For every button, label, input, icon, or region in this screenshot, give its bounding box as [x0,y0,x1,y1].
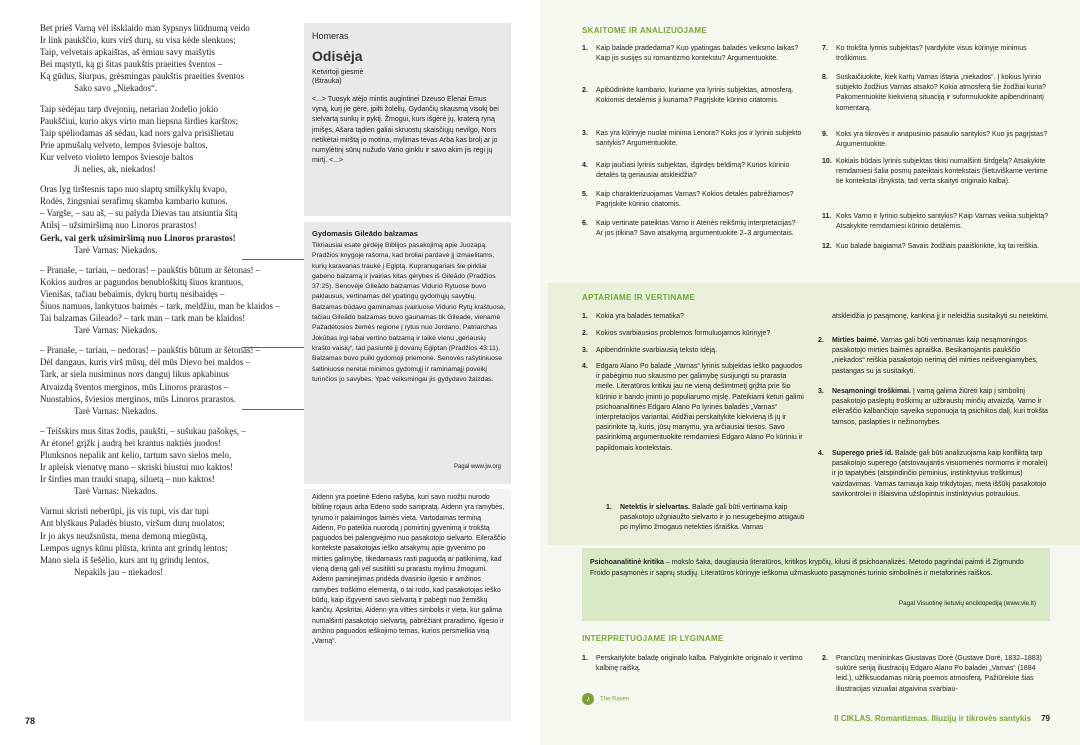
poem-line: Bei mąstyti, ką gi šitas paukštis praeities šventos – [40,59,223,70]
connector-line [242,259,306,260]
poem-line: Kur velveto violeto lempos šviesoje baltos [40,151,194,162]
question-item [582,161,804,181]
poem-line: – Pranaše, – tariau, – nedoras! – paukštis būtum ar šėtonas! – [40,345,261,356]
odyssey-box [304,23,511,216]
question-number: 3. [582,347,588,354]
question-text [582,362,804,454]
poem-line: Ar ėtone! grįžk į audrą bei krantus naktiės juodos! [40,437,221,448]
poem-line: Bet prieš Varną vėl išsklaido man šypsnys liūdnumą veido [40,23,250,33]
poem-line: Tark, ar siela nusiminus nors danguj likus apkabinus [40,369,229,380]
question-text [822,654,1050,695]
question-text [818,449,1050,500]
poem-line: Varnui skristi neberūpi, jis vis tupi, vis dar tupi [40,506,209,517]
poem-line: Ir jo akys neužsnūsta, mena demoną miegūstą, [40,530,208,541]
question-body: Kaip charakterizuojamas Varnas? Kokios detalės pabrėžiamos? Pagrįskite kūrinio citatomis. [596,191,794,209]
question-number: 1. [582,655,588,662]
question-number: 2. [818,337,824,344]
question-label: Superego prieš id. [832,450,894,457]
question-text [582,129,804,149]
poem-line: Plunksnos nepalik ant kelio, tartum savo sielos melo, [40,450,232,460]
question-text [818,387,1050,428]
question-body: Suskaičiuokite, kiek kartų Varnas ištaria „niekados“. Į kokius lyrinio subjekto žodžius Varnas atsako? Kokia atmosferą šie žodžiai kuria? Pakomentuokite kiekvieną situaciją ir suformuluokite apibendrinantį komentarą. [836,74,1046,112]
page-number-left: 78 [25,716,36,726]
poem-line: Tarė Varnas: Niekados. [74,486,158,497]
footer [834,714,1050,723]
question-body: Koks yra tikrovės ir anapusinio pasaulio santykis? Kuo jis pagrįstas? Argumentuokite. [836,131,1048,149]
question-item [822,130,1050,150]
poem-line: Nepakils jau – niekados! [74,566,164,577]
question-body: Apibendrinkite svarbiausią teksto idėją. [596,347,718,354]
poem-line: Ir link paukščio, kurs virš durų, su visa kėde slenkuos; [40,35,236,46]
poem-line: Vienišas, tačiau bebaimis, dykrų burtų nesibaidęs – [40,288,225,299]
question-item [582,362,804,454]
connector-line [242,347,306,348]
poem-line: Taip spėliodamas aš sėdau, kad nors galva prisišlietau [40,127,234,138]
question-body: Kaip vertinate pateiktas Varno ir Atėnės reikšmių interpretacijas? Ar jos įtikina? Savo atsakymą argumentuokite 2–3 argumentais. [596,220,796,238]
poem-line: Dėl dangaus, kuris virš mūsų, dėl mūs Dievo bei maldos – [40,357,250,368]
poem-line: Ji nelies, ak, niekados! [74,164,156,175]
question-number: 4. [582,162,588,169]
psy-source: Pagal Visuotinę lietuvių enciklopediją (www.vle.lt) [898,600,1036,607]
connector-line [242,409,306,410]
odyssey-text: <...> Tuosyk atėjo mintis augintinei Dzeuso Elenai Emus vyną, kurį jie gėrė, įpilti žolelių, Gydančių skausmą visokį bei sielvartą sunkų ir pyktį. Žmogui, kurs išgėrė jų, kraterą ryną įmišęs, Ašara tądien galiai skruostų skaisčiųjų nevilgo, Nors netikėtai mirštą jo motina, mylimas tėvas Arba kas brolį ar jo numylėtinį sūnų nužudo Vario ginklu ir savo akim jis regi jų mirtį. <...> [312,96,499,165]
poem-line: Kokios audros ar pagundos benubloškitų šiuos krantuos, [40,276,244,287]
poem-line: Rodės, žingsniai serafimų skamba kambario kutuos. [40,196,228,207]
question-item [822,73,1050,114]
question-text [582,312,804,322]
poem-line: Atvaizdą šventos merginos, mūs Linoros prarastos – [40,381,229,392]
raven-audio-link[interactable] [582,693,629,705]
aidenn-text: Aidenn yra poetinė Edeno rašyba, kuri savo ruožtu nurodo biblinę rojaus arba Edeno sodo sampratą. Aidenn yra ramybės, tyrumo ir palaimingos laimės vieta. Vartodamas terminą Aidenn, Po pateikia nuorodą į pomirtinį gyvenimą ir trokštą paguodos bei palengvėjimo nuo pasakotojo sielvarto. Eileraščio kontekste pasakotojas ieško atsakymų apie gyvenimo po mirties galimybę, tikėdamasis rasti paguodą ar patikinimą, kad vieną dieną gali vėl susitikti su prarastu mylimu žmogumi. Aidenn paminėjimas pridėda dvasinio ilgesio ir amžinos ramybės troškimo elementą, o tai rodo, kad pasakotojas ieško būdų, kaip išgyventi savo sielvartą ir pabėgti nuo žemiškų kančių. Apskritai, Aidenn yra vilties simbolis ir vieta, kur galima numalšinti pasakotojo sielvartą, pabrėžiant praradimo, ilgesio ir amžino paguodos ieškojimo temas, kurios persmelkia visą „Varną“. [312,494,506,646]
question-number: 12. [822,243,832,250]
question-text [582,190,804,210]
question-number: 9. [822,131,828,138]
question-item [822,242,1050,252]
question-body: Kokiais būdais lyrinis subjektas tikisi numalšinti širdgėlą? Atsakykite remdamiesi šalia posmų pateiktais kontekstais (lietuviškame vertime tie kontekstai išnyksta, tad verta skaityti originalo kalba). [836,158,1048,186]
poem-line: Prie apmušalų velveto, lempos šviesoje baltos, [40,139,208,150]
poem-line: – Pranaše, – tariau, – nedoras! – paukštis būtum ar šėtonas! – [40,264,261,275]
poem-stanza [40,264,302,337]
question-number: 4. [582,363,588,370]
section-title-interpret: INTERPRETUOJAME IR LYGINAME [582,634,724,643]
question-number: 3. [582,130,588,137]
gilead-heading: Gydomasis Gileādo balzamas [312,229,418,238]
poem-stanza [40,103,302,176]
poem-line: – Vargše, – sau aš, – su palyda Dievas tau atsiuntia šitą [40,208,238,219]
poem-line: Ir širdies man trauki snapą, siluetą – nuo kaktos! [40,474,215,485]
question-number: 11. [822,213,832,220]
question-item [582,190,804,210]
poem-text [40,22,302,586]
question-item [606,503,806,534]
question-body: Baladė gali būti vertinama kaip pasakotojo užgniaužto sielvarto ir jo nesugebėjimo atsigauti po mylimo žmogaus netekties išraiška. Varnas [620,504,805,532]
question-text [582,44,804,64]
poem-line: Sako savo „Niekados“. [74,83,158,94]
poem-line: Taip sėdėjau tarp dvejonių, netariau žodelio jokio [40,103,219,114]
question-number: 1. [582,45,588,52]
poem-stanza [40,505,302,578]
question-body: Edgaro Alano Po baladė „Varnas“ lyrinis subjektas ieško paguodos ir pabėgimo nuo skausmo per galimybę susijungti su prarasta meile. Literatūros kritikai jau ne vieną dešimtmetį grįžta prie šio kūrinio ir bando įminti jo populiarumo mįslę. Pateikiami keturi galimi psichoanalitinės Edgaro Alano Po lyrinės baladės „Varnas“ interpretacijos variantai. Atidžiai perskaitykite kiekvieną iš jų ir pasirinkite tą, kuris, jūsų manymu, yra arčiausiai tiesos. Savo pasirinkimą argumentuokite remdamiesi Edgaro Alano Po kūriniu ir papildomais kontekstais. [596,363,804,452]
question-item [582,346,804,356]
question-label: Nesąmoningi troškimai. [832,388,911,395]
question-text [582,346,804,356]
psy-text [590,558,1040,579]
question-number: 1. [606,504,612,511]
question-item [818,449,1050,500]
poem-line: Nuostabios, šviesios merginos, mūs Linoros prarastos. [40,393,236,404]
question-body: Koks Varno ir lyrinio subjekto santykis? Kaip Varnas veikia subjektą? Atsakykite remdamiesi kūrinio detalėmis. [836,213,1049,231]
poem-stanza [40,183,302,256]
question-item [818,336,1050,377]
question-item [582,219,804,239]
question-text [822,157,1050,188]
poem-line: Tai balzamas Gileado? – tark man – tark man be klaidos! [40,313,246,324]
question-number: 2. [582,87,588,94]
question-body: Apibūdinkite kambario, kuriame yra lyrinis subjektas, atmosferą. Kokiomis detalėmis ji kuriama? Pagrįskite kūrinio citatomis. [596,87,794,105]
question-text [822,44,1050,64]
question-item [582,312,804,322]
gilead-source: Pagal www.jw.org [453,464,501,470]
poem-line: Ką gūdus, šiurpus, grėsmingas paukštis praeities šventos [40,71,244,82]
poem-line: Atilsį – užsimiršimą nuo Linoros prarastos! [40,220,197,231]
question-number: 1. [582,313,588,320]
question-number: 5. [582,191,588,198]
question-item [818,387,1050,428]
poem-line: Lempos ugnys kūnu plūsta, krinta ant grindų lentos; [40,542,228,553]
question-text [582,219,804,239]
question-number: 6. [582,220,588,227]
question-body: Į varną galima žiūrėti kaip į simbolinį pasakotojo paslėptų troškimų ar užbraustų minčių atvaizdą. Varno ir eilėraščio kalbančiojo sąveika suponuoja tą psichikos dalį, kuri trokšta tamsos, paslapties ir nežinomybės. [832,388,1048,426]
psychoanalytic-criticism-box [582,548,1050,621]
odyssey-title: Odisėja [312,48,363,64]
question-text [606,503,806,534]
raven-label: The Raven [600,696,630,703]
question-number: 7. [822,45,828,52]
question-body: Kokia yra baladės tematika? [596,313,684,320]
section-title-discuss: APTARIAME IR VERTINAME [582,293,696,302]
question-body: Baladę gali būti analizuojama kaip konfliktą tarp pasakotojo superego (atstovaujantis visuomenės normoms ir moralei) ir jo tapatybės (atspindinčio pirminius, instinktyvius troškimus) vaizdavimas. Varnas tarnauja kaip trikdytojas, meta iššūkį pasakotojo savikontrolei ir išlaisvina užslopintus instinktyvius potraukius. [832,450,1048,498]
question-item [582,654,804,674]
question-item [582,44,804,64]
question-text [582,161,804,181]
gilead-box [304,222,511,484]
question-item [582,129,804,149]
poem-line: Oras lyg tirštesnis tapo nuo slaptų smilkyklų kvapo, [40,184,227,195]
question-number: 3. [818,388,824,395]
question-body: Kuo baladė baigiama? Savais žodžiais paaiškinkite, ką tai reiškia. [836,243,1040,250]
poem-line: Gerk, vai gerk užsimiršimą nuo Linoros prarastos! [40,232,236,243]
question-text [822,130,1050,150]
question-number: 10. [822,158,832,165]
question-number: 2. [822,655,828,662]
odyssey-subtitle-2: (Ištrauka) [312,78,342,85]
poem-line: Mano siela iš šešėlio, kurs ant tų grindų lentos, [40,554,209,565]
question-item [822,212,1050,232]
question-number: 2. [582,330,588,337]
question-text [582,654,804,674]
poem-line: Tarė Varnas: Niekados. [74,244,158,255]
poem-line: Tarė Varnas: Niekados. [74,405,158,416]
footer-text: II CIKLAS. Romantizmas. Iliuzijų ir tikrovės santykis [834,714,1032,723]
poem-line: – Teišskirs mus šitas žodis, paukšti, – sušukau pašokęs, – [40,425,246,436]
question-text [822,212,1050,232]
page-number-right: 79 [1041,714,1050,723]
poem-line: Paukščiui, kurio akys virto man liepsna širdies karštos; [40,115,238,126]
question-body: Prancūzų menininkas Giustavas Dorė (Gustave Doré, 1832–1883) sukūrė seriją iliustracijų Edgaro Alano Po baladei „Varnas“ (1884 leid.), užfiksuodamas niūrią poemos atmosferą. Pažiūrėkite šias iliustracijas vizualiai atgaivina svarbiau- [836,655,1042,693]
question-text [818,336,1050,377]
poem-line: Ir apleisk vienatvę mano – skriski biustui nuo kaktos! [40,462,233,473]
question-item [582,86,804,106]
aidenn-box [304,489,511,721]
question-body: Kaip jaučiasi lyrinis subjektas, išgirdęs beldimą? Kurios kūrinio detalės tą geriausiai atskleidžia? [596,162,790,180]
poem-stanza [40,22,302,95]
question-number: 4. [818,450,824,457]
poem-stanza [40,425,302,498]
question-text [822,242,1050,252]
question-continuation: atskleidžia jo pasąmonę, kankina jį ir neleidžia susitaikyti su netektimi. [832,313,1049,320]
question-body: Kaip baladė pradedama? Kuo ypatingas baladės veiksmo laikas? Kaip jis susijęs su romantizmo kontekstu? Argumentuokite. [596,45,799,63]
question-item [582,329,804,339]
play-icon: ♪ [582,693,594,705]
poem-line: Ant blyškaus Paladės biusto, viršum durų nuolatos; [40,518,225,529]
poem-line: Tarė Varnas: Niekados. [74,325,158,336]
odyssey-subtitle [312,68,363,86]
question-body: Perskaitykite baladę originalo kalba. Palyginkite originalo ir vertimo kalbinę raišką. [596,655,803,673]
question-body: Varnas gali būti vertinamas kaip nesąmoningos pasakotojo mirties baimės apraiška. Besikartojantis paukščio „niekados“ reiškia pasakotojo nerimą dėl mirties neišvengiamybės, pastangas su ja susitaikyti. [832,337,1038,375]
question-item [822,44,1050,64]
odyssey-author: Homeras [312,31,349,41]
poem-line: Taip, velvetais apkaištas, aš ėmiau savy maišytis [40,47,215,58]
question-label: Netektis ir sielvartas. [620,504,691,511]
question-text [822,73,1050,114]
question-item [822,157,1050,188]
question-body: Kokios svarbiausios problemos formuluojamos kūrinyje? [596,330,771,337]
question-body: Ko trokšta lyrinis subjektas? Įvardykite visus kūrinyje minimus troškimus. [836,45,1027,63]
gilead-text: Tikriausiai esate girdėję Biblijos pasakojimą apie Juozapą. Pradžios knygoje rašoma, kad broliai pardavė jį izmaelitams, kurių karavanas traukė į Egiptą. Kupranugariais šie pirkliai gabeno balzamą ir įvairias kitas gėrybes iš Gileādo (Pradžios 37:25). Senovėje Gileādo balzamas Vidurio Rytuose buvo paklausus, vertinamas dėl ypatingų gydomųjų savybių. Balzamas būdavo gaminamas įvairiuose Vidurio Rytų kraštuose, tačiau Gileādo balzamas buvo gaunamas tik Gileade, vienamė Pažadėtosios žemės regione į rytus nuo Jordano. Patriarchas Jokūbas irgi labai vertino balzamą ir laikė vienu „geriausių krašto vaisių“, tad pasiuntė jį dovanų Egiptan (Pradžios 43:11). Balzamas buvo puiki gydomoji priemonė. Senovės rašytiniuose šaltiniuose neretai minimos gydomųjį ir raminamąjį poveikį turinčios jo savybės. Ypač veiksmingai jis gydydavo žaizdas. [312,242,506,383]
question-number: 8. [822,74,828,81]
section-title-analyze: SKAITOME IR ANALIZUOJAME [582,26,707,35]
question-item [822,654,1050,695]
poem-line: Šiuos namuos, lankytuos baimės – tark, meldžiu, man be klaidos – [40,300,280,311]
psy-label: Psichoanalitinė kritika [590,559,664,566]
odyssey-subtitle-1: Ketvirtoji giesmė [312,69,364,76]
question-text [582,86,804,106]
question-text [582,329,804,339]
question-label: Mirties baimė. [832,337,879,344]
psy-definition: – mokslo šaka, daugiausia literatūros, kritikos krypčių, kilusi iš psichoanalizės. Metodo pagrindai paimti iš Zigmundo Froido pasąmonės ir sapnų studijų. Literatūros kūrinyje ieškoma užmaskuoto pasąmonės turinio simbolinės ir metaforinės raiškos. [590,559,1024,577]
poem-stanza [40,344,302,417]
question-body: Kas yra kūrinyje nuolat minima Lenora? Koks jos ir lyrinio subjekto santykis? Argumentuokite. [596,130,802,148]
